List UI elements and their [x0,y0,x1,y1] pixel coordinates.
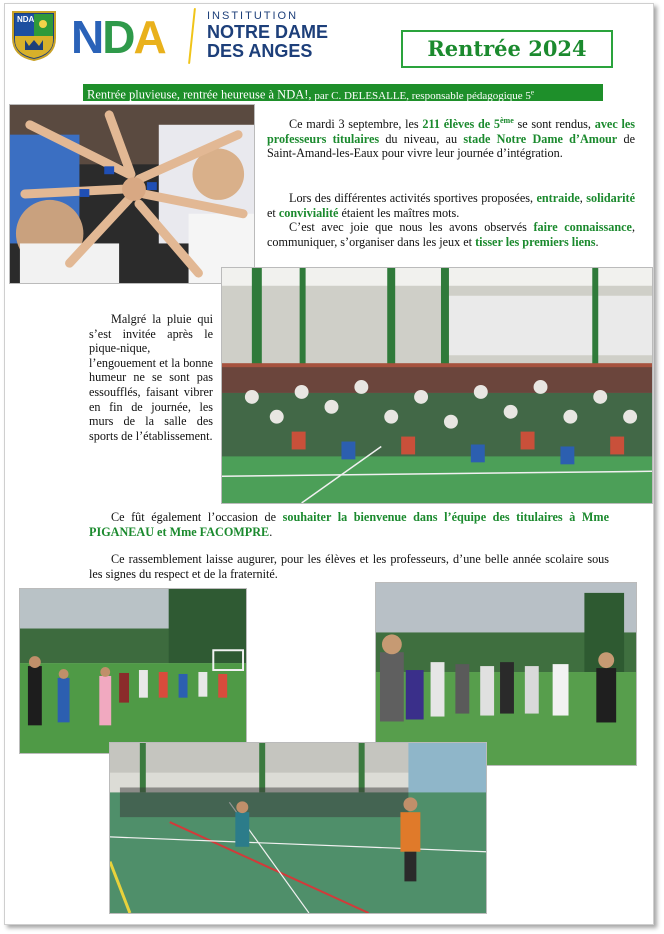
article-headline: Rentrée pluvieuse, rentrée heureuse à NDA!, [87,87,312,101]
paragraph-outlook: Ce rassemblement laisse augurer, pour les élèves et les professeurs, d’une belle année scolaire sous les signes du respect et de la fraternité. [89,552,609,581]
paragraph-activities: Lors des différentes activités sportives proposées, entraide, solidarité et convivialité étaient les maîtres mots. [267,191,636,220]
school-crest-logo [11,10,57,62]
logo-letter-d: D [102,11,134,63]
newsletter-page [4,3,654,925]
crest-badge-text: NDA [17,15,35,24]
logo-letter-a: A [133,11,165,63]
photo-field-group-right [375,582,637,766]
institution-name [207,23,377,61]
paragraph-rain: Malgré la pluie qui s’est invitée après le pique-nique, l’engouement et la bonne humeur ne se sont pas essoufflés, faisant vibrer en fin de journée, les murs de la salle des sports de l’établissement. [89,312,213,443]
photo-indoor-games [109,742,487,914]
page-title: Rentrée 2024 [401,30,613,68]
institution-name-line2: DES ANGES [207,41,313,61]
paragraph-welcome: Ce fût également l’occasion de souhaiter la bienvenue dans l’équipe des titulaires à Mme PIGANEAU et Mme FACOMPRE. [89,510,609,539]
photo-gym-group [221,267,653,504]
article-banner [83,84,603,101]
photo-field-group-left [19,588,247,754]
institution-label: INSTITUTION [207,10,299,22]
logo-letter-n: N [71,11,103,63]
paragraph-intro: Ce mardi 3 septembre, les 211 élèves de 5ème se sont rendus, avec les professeurs titulaires du niveau, au stade Notre Dame d’Amour de Saint-Amand-les-Eaux pour vivre leur journée d’intégration. [267,116,636,161]
photo-hands-together [9,104,255,284]
institution-name-line1: NOTRE DAME [207,22,328,42]
logo-divider [188,8,196,64]
paragraph-observations: C’est avec joie que nous les avons observés faire connaissance, communiquer, s’organiser dans les jeux et tisser les premiers liens. [267,220,635,249]
nda-logo [71,12,183,62]
article-byline: par C. DELESALLE, responsable pédagogique 5e [311,88,535,101]
